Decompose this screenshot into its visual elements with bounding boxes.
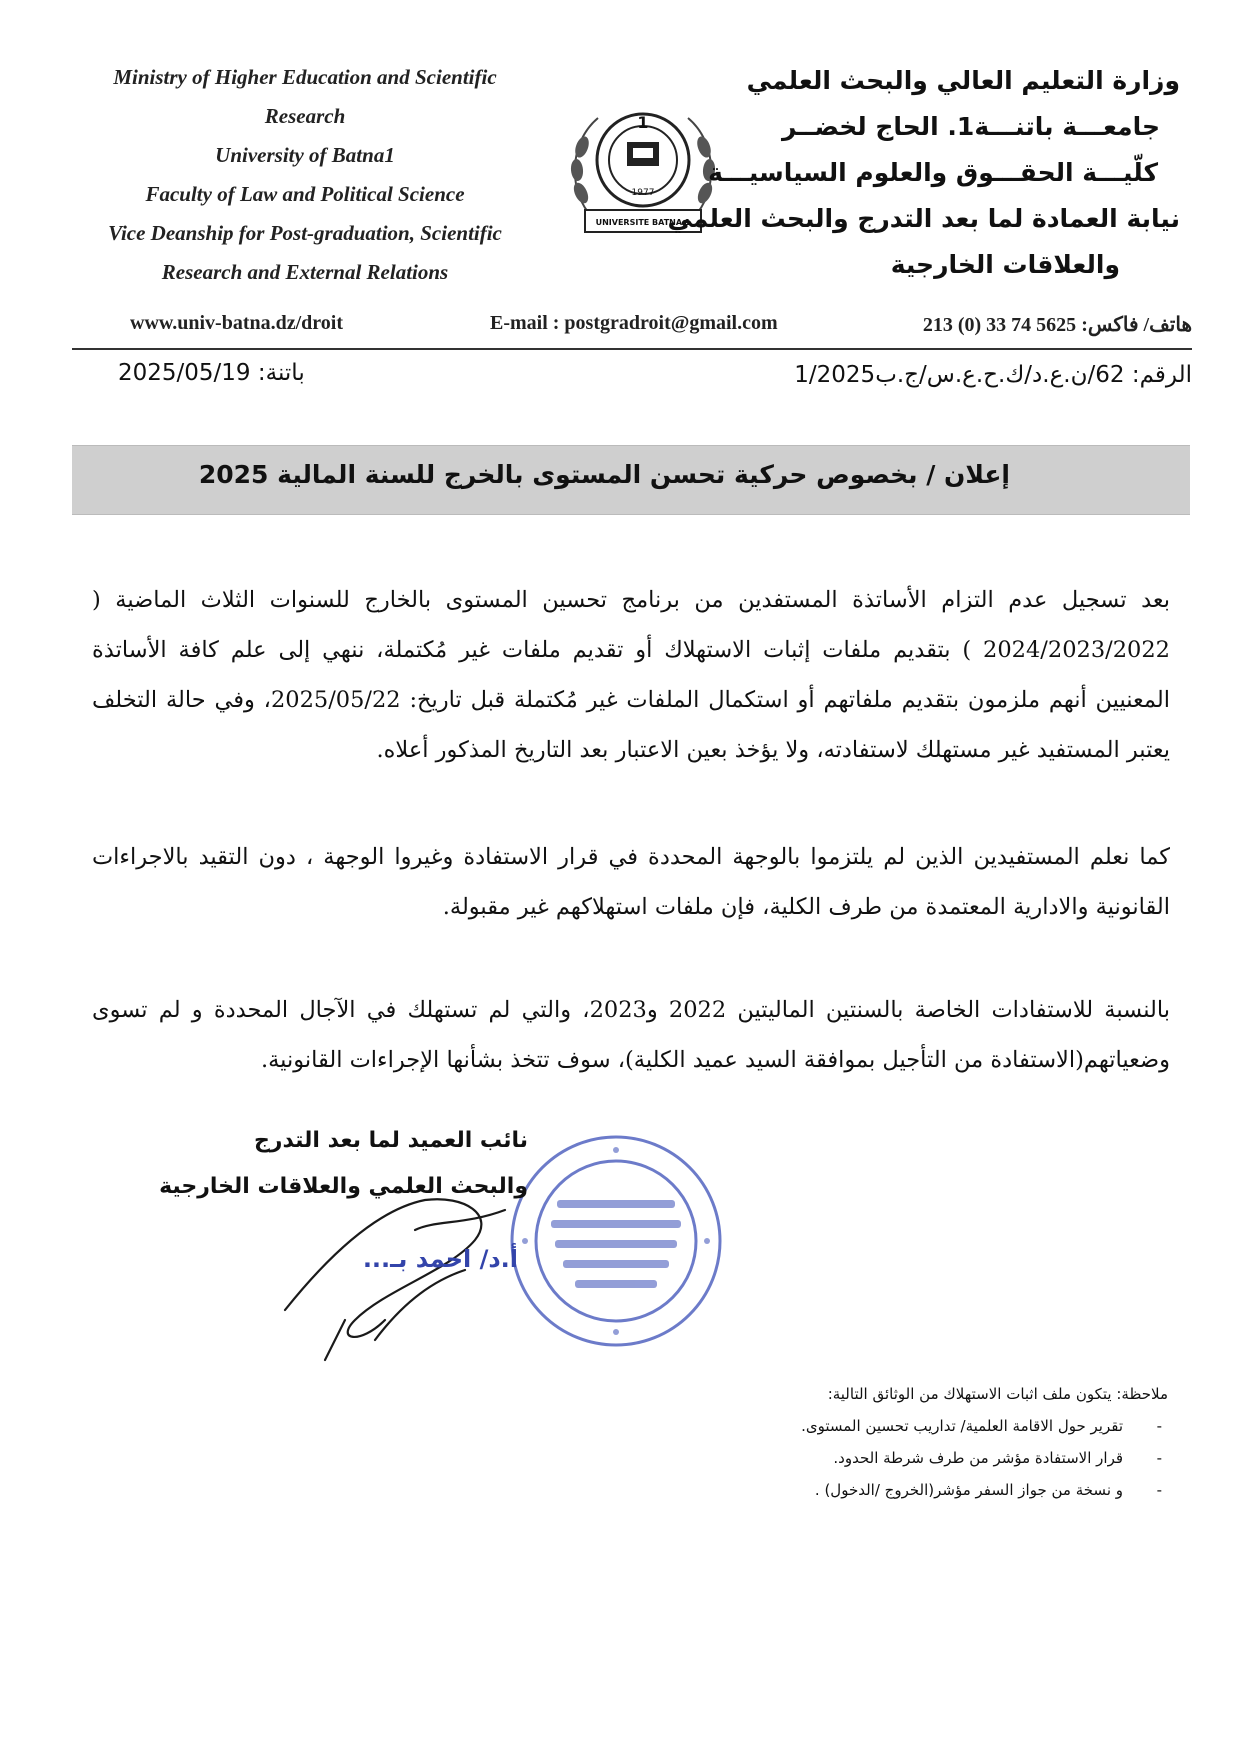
- title-band: [72, 445, 1190, 515]
- note-item-decision: قرار الاستفادة مؤشر من طرف شرطة الحدود.: [833, 1449, 1124, 1467]
- note-section: [708, 1378, 1168, 1506]
- paragraph-3: بالنسبة للاستفادات الخاصة بالسنتين الماليتين 2022 و2023، والتي لم تستهلك في الآجال المحددة و لم تسوى وضعياتهم(الاستفادة من التأجيل بموافقة السيد عميد الكلية)، سوف تتخذ بشأنها الإجراءات القانونية.: [92, 997, 1170, 1073]
- ar-line-university: جامعـــة باتنـــة1. الحاج لخضــر: [781, 112, 1160, 141]
- ar-line-relations: والعلاقات الخارجية: [890, 250, 1120, 279]
- header-divider: [72, 348, 1192, 350]
- en-line-ministry: Ministry of Higher Education and Scientific: [113, 65, 497, 89]
- note-heading: ملاحظة: يتكون ملف اثبات الاستهلاك من الوثائق التالية:: [827, 1385, 1168, 1403]
- phone-number: 213 (0) 33 74 5625: [922, 314, 1077, 336]
- english-letterhead: [80, 58, 530, 292]
- paragraph-2: كما نعلم المستفيدين الذين لم يلتزموا بالوجهة المحددة في قرار الاستفادة وغيروا الوجهة ، دون التقيد بالاجراءات القانونية والادارية المعتمدة من طرف الكلية، فإن ملفات استهلاكهم غير مقبولة.: [92, 844, 1170, 920]
- reference-number: الرقم: 62/ن.ع.د/ك.ح.ع.س/ج.ب1/2025: [794, 362, 1192, 388]
- note-item-passport: و نسخة من جواز السفر مؤشر(الخروج /الدخول) .: [814, 1481, 1124, 1499]
- note-item-report: تقرير حول الاقامة العلمية/ تداريب تحسين المستوى.: [801, 1417, 1124, 1435]
- ar-line-faculty: كلّيـــة الحقـــوق والعلوم السياسيـــة: [708, 158, 1158, 187]
- note-item: [708, 1474, 1168, 1506]
- signatory-title-1: نائب العميد لما بعد التدرج: [253, 1128, 528, 1153]
- note-item: [708, 1442, 1168, 1474]
- en-line-research: Research: [264, 104, 346, 128]
- signatory-name: أ.د/ احمد بـ...: [362, 1245, 518, 1273]
- en-line-vice-deanship: Vice Deanship for Post-graduation, Scientific: [108, 221, 502, 245]
- signatory-title-2: والبحث العلمي والعلاقات الخارجية: [159, 1174, 528, 1199]
- website-link[interactable]: www.univ-batna.dz/droit: [130, 312, 344, 334]
- phone-fax: [923, 312, 1192, 337]
- email-address[interactable]: E-mail : postgradroit@gmail.com: [490, 312, 778, 334]
- logo-year: 1977: [631, 188, 655, 198]
- en-line-university: University of Batna1: [215, 143, 395, 167]
- note-bullet: -: [1156, 1481, 1162, 1499]
- paragraph-1: بعد تسجيل عدم التزام الأساتذة المستفدين من برنامج تحسين المستوى بالخارج للسنوات الثلاث الماضية ( 2024/2023/2022 ) بتقديم ملفات إثبات الاستهلاك أو تقديم ملفات غير مُكتملة، ننهي إلى علم كافة الأساتذة المعنيين أنهم ملزمون بتقديم ملفاتهم أو استكمال الملفات غير مُكتملة قبل تاريخ: 2025/05/22، وفي حالة التخلف يعتبر المستفيد غير مستهلك لاستفادته، ولا يؤخذ بعين الاعتبار بعد التاريخ المذكور أعلاه.: [92, 587, 1170, 763]
- logo-number: 1: [637, 113, 649, 132]
- document-date: باتنة: 2025/05/19: [118, 360, 305, 386]
- signature-block: [159, 1118, 528, 1282]
- phone-label: هاتف/ فاكس:: [1081, 314, 1192, 336]
- arabic-letterhead: [667, 58, 1180, 288]
- ar-line-vice-deanship: نيابة العمادة لما بعد التدرج والبحث العلمي: [667, 204, 1180, 233]
- logo-caption: UNIVERSITE BATNA 1: [595, 218, 691, 227]
- note-bullet: -: [1156, 1417, 1162, 1435]
- en-line-relations: Research and External Relations: [161, 260, 449, 284]
- note-bullet: -: [1156, 1449, 1162, 1467]
- en-line-faculty: Faculty of Law and Political Science: [145, 182, 465, 206]
- ar-line-ministry: وزارة التعليم العالي والبحث العلمي: [746, 66, 1180, 95]
- note-item: [708, 1410, 1168, 1442]
- announcement-title: إعلان / بخصوص حركية تحسن المستوى بالخرج للسنة المالية 2025: [198, 460, 1010, 489]
